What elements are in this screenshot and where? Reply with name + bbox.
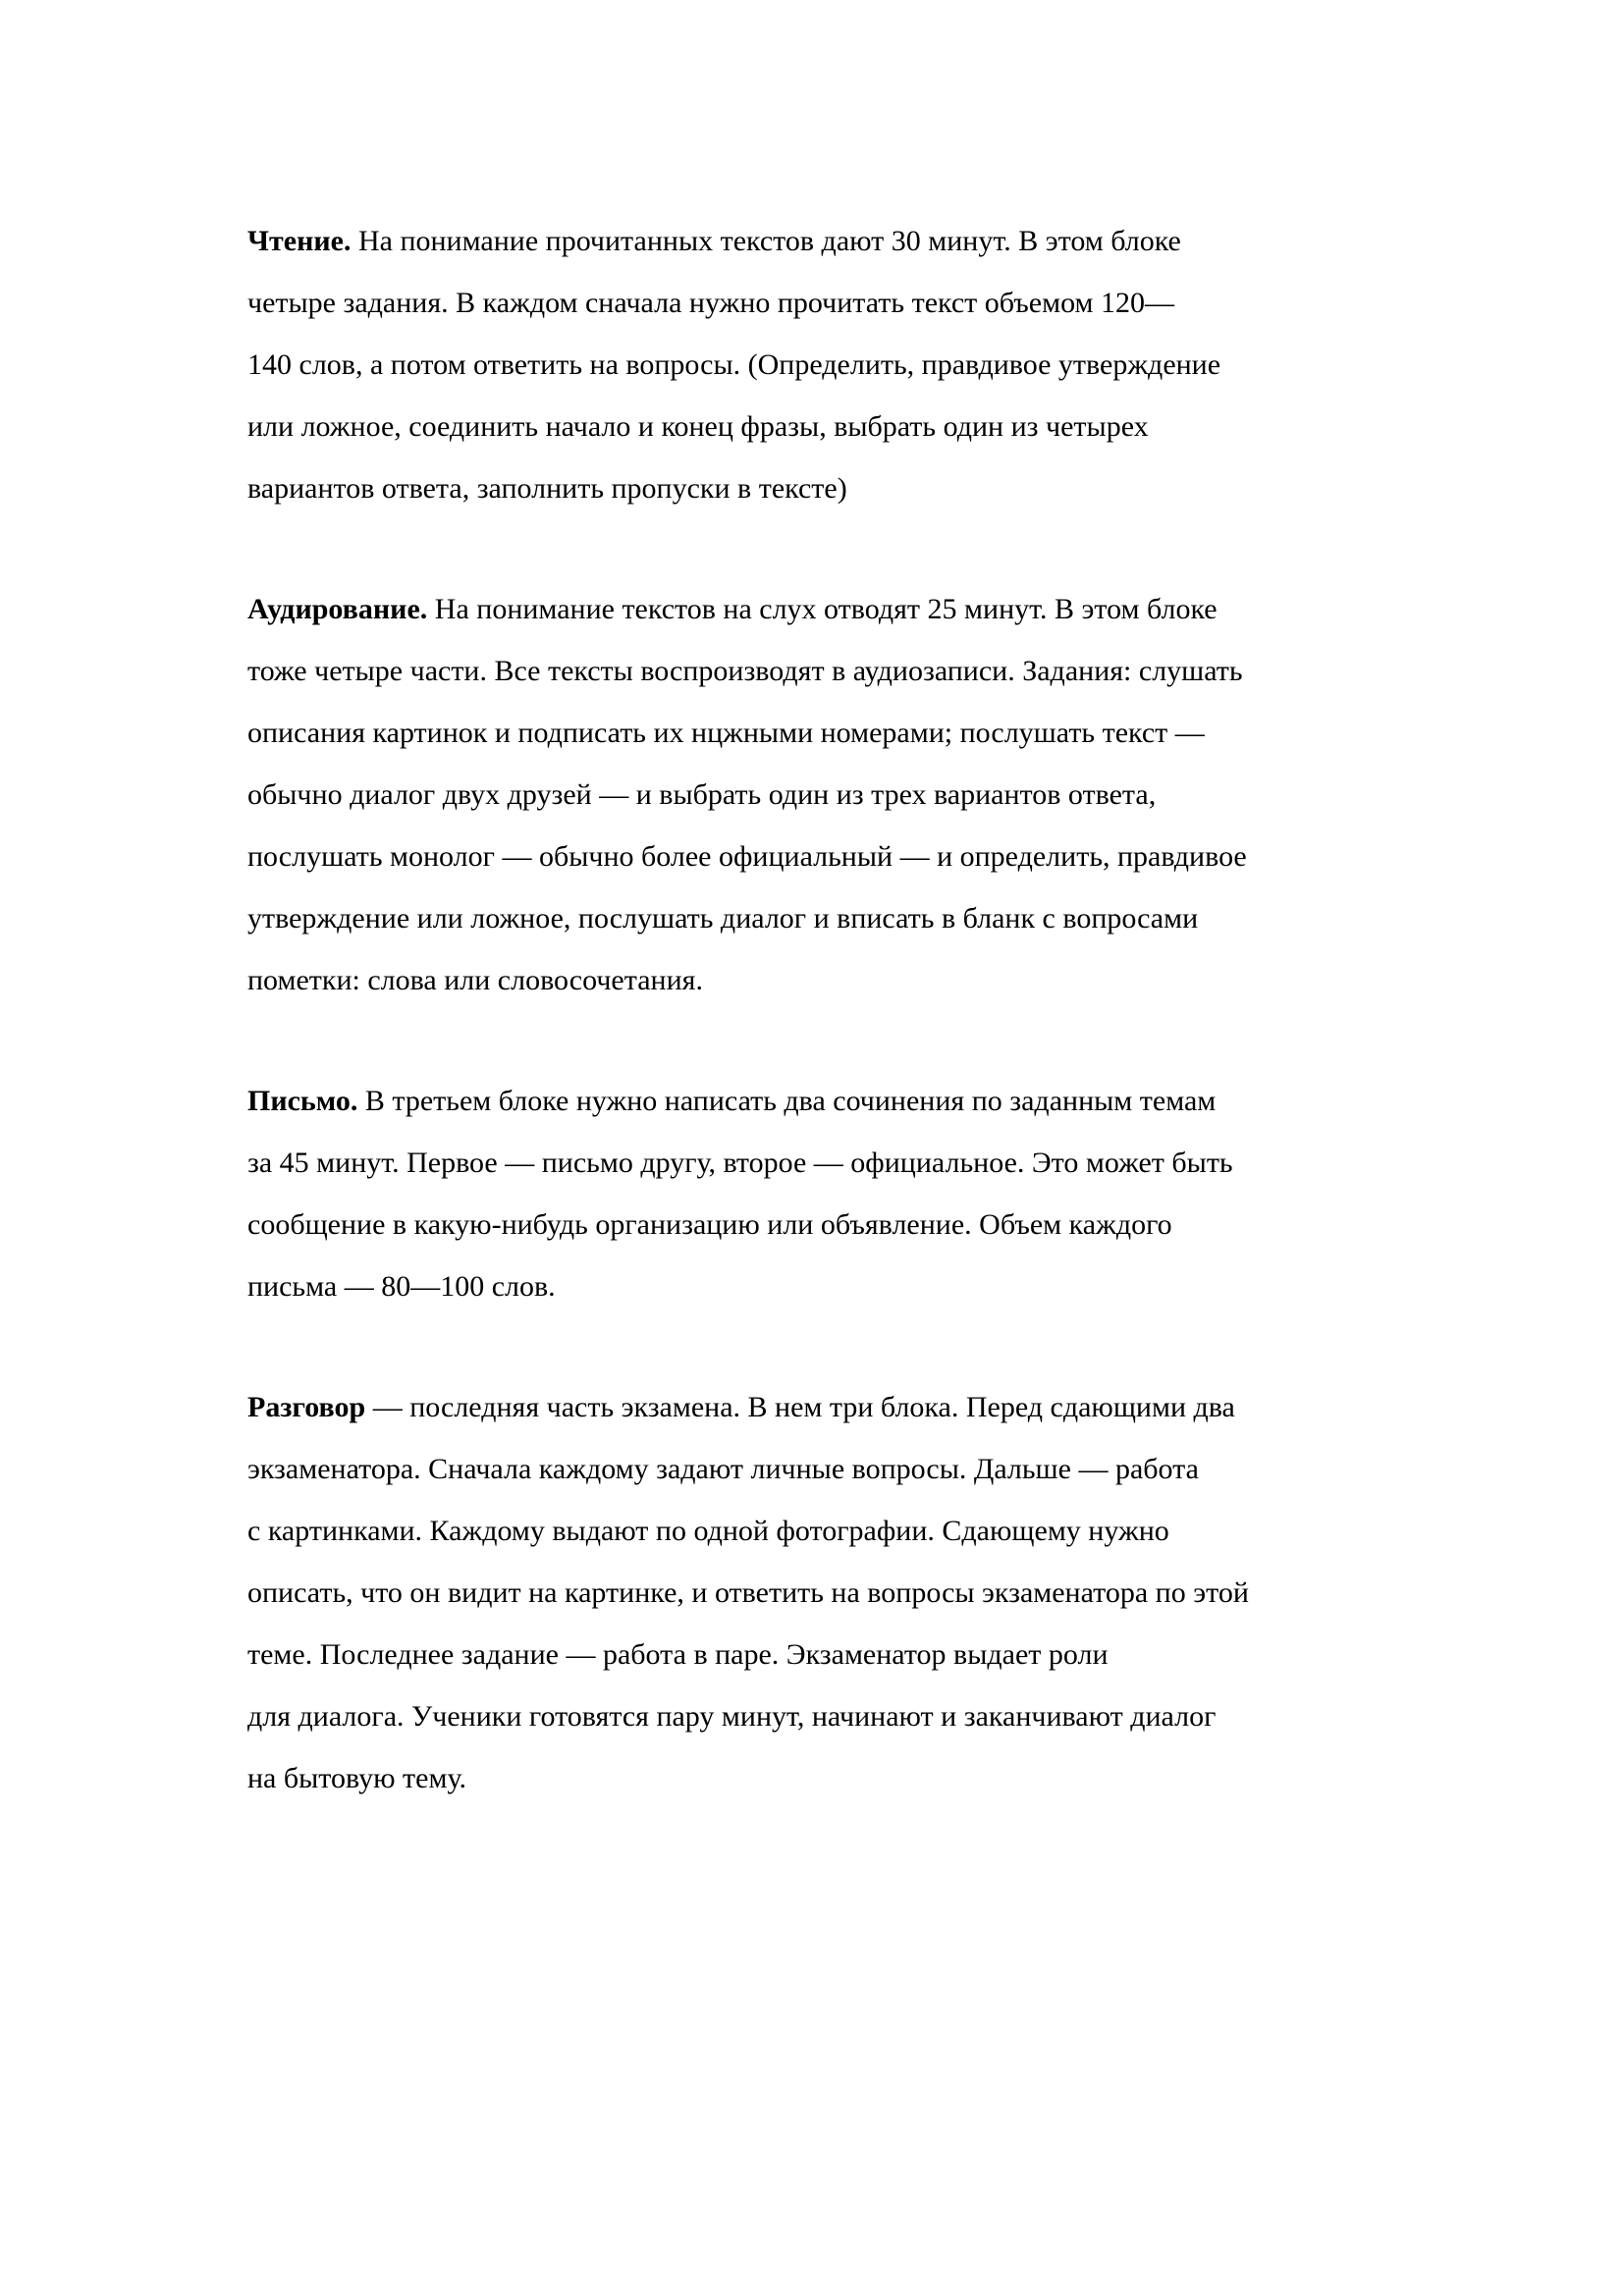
paragraph-line xyxy=(247,1070,1386,1132)
section-reading xyxy=(247,210,1386,519)
section-heading: Аудирование. xyxy=(247,593,428,625)
paragraph-line: сообщение в какую-нибудь организацию или объявление. Объем каждого xyxy=(247,1208,1172,1241)
section-writing xyxy=(247,1070,1386,1317)
section-listening xyxy=(247,578,1386,1011)
section-heading: Разговор xyxy=(247,1391,366,1423)
paragraph-line xyxy=(247,210,1386,272)
line-text: В третьем блоке нужно написать два сочинения по заданным темам xyxy=(364,1085,1217,1117)
paragraph-line: или ложное, соединить начало и конец фразы, выбрать один из четырех xyxy=(247,410,1149,443)
paragraph-line xyxy=(247,1376,1386,1438)
paragraph-line: письма — 80—100 слов. xyxy=(247,1270,556,1303)
document-body xyxy=(247,210,1386,1868)
paragraph-line: для диалога. Ученики готовятся пару минут, начинают и заканчивают диалог xyxy=(247,1700,1217,1733)
paragraph-line: 140 слов, а потом ответить на вопросы. (Определить, правдивое утверждение xyxy=(247,348,1221,381)
paragraph-line: вариантов ответа, заполнить пропуски в тексте) xyxy=(247,472,847,505)
section-heading: Чтение. xyxy=(247,225,352,257)
paragraph-line: теме. Последнее задание — работа в паре. Экзаменатор выдает роли xyxy=(247,1638,1109,1671)
paragraph-line xyxy=(247,578,1386,640)
paragraph-line: пометки: слова или словосочетания. xyxy=(247,964,703,996)
paragraph-line: утверждение или ложное, послушать диалог и вписать в бланк с вопросами xyxy=(247,902,1199,934)
paragraph-line: тоже четыре части. Все тексты воспроизводят в аудиозаписи. Задания: слушать xyxy=(247,655,1243,687)
paragraph-line: на бытовую тему. xyxy=(247,1762,466,1794)
paragraph-line: послушать монолог — обычно более официальный — и определить, правдивое xyxy=(247,840,1247,873)
section-heading: Письмо. xyxy=(247,1085,358,1117)
paragraph-line: за 45 минут. Первое — письмо другу, второе — официальное. Это может быть xyxy=(247,1147,1233,1179)
line-text: На понимание текстов на слух отводят 25 минут. В этом блоке xyxy=(434,593,1218,625)
paragraph-line: описать, что он видит на картинке, и ответить на вопросы экзаменатора по этой xyxy=(247,1576,1249,1609)
paragraph-line: обычно диалог двух друзей — и выбрать один из трех вариантов ответа, xyxy=(247,778,1157,811)
line-text: — последняя часть экзамена. В нем три блока. Перед сдающими два xyxy=(372,1391,1235,1423)
paragraph-line: описания картинок и подписать их нцжными номерами; послушать текст — xyxy=(247,717,1205,749)
paragraph-line: с картинками. Каждому выдают по одной фотографии. Сдающему нужно xyxy=(247,1515,1169,1547)
paragraph-line: экзаменатора. Сначала каждому задают личные вопросы. Дальше — работа xyxy=(247,1453,1199,1485)
paragraph-line: четыре задания. В каждом сначала нужно прочитать текст объемом 120— xyxy=(247,287,1175,319)
section-speaking xyxy=(247,1376,1386,1809)
line-text: На понимание прочитанных текстов дают 30 минут. В этом блоке xyxy=(357,225,1181,257)
